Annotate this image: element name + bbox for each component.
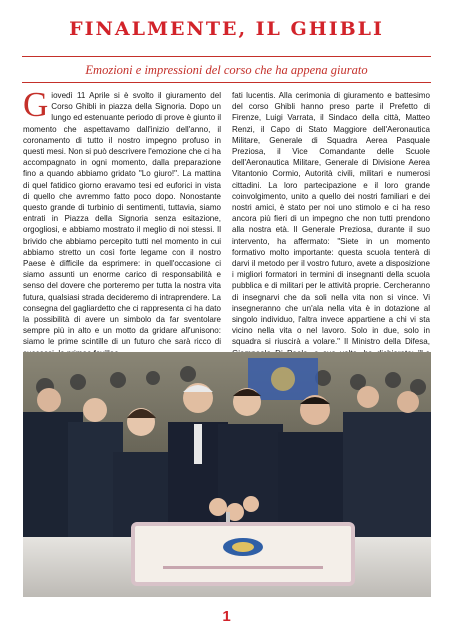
article-paragraph-left: [23, 85, 221, 359]
drop-cap: G: [23, 85, 49, 124]
article-title: FINALMENTE, IL GHIBLI: [69, 18, 384, 40]
article-subtitle: Emozioni e impressioni del corso che ha appena giurato: [85, 63, 368, 77]
ceremony-photo: [23, 352, 431, 597]
page-number: 1: [222, 608, 231, 625]
title-divider-bottom: [22, 82, 431, 83]
cadets-right: [343, 386, 431, 562]
article-text-left: iovedì 11 Aprile si è svolto il giuramento del Corso Ghibli in piazza della Signoria. Dopo un lungo ed estenuante periodo di prove è giunto il momento che aspettavamo dall'inizio dell'anno, il coronamento di tutto il nostro impegno profuso in questi mesi. Non si può descrivere l'emozione che ci ha accompagnato in ogni momento, dalla preparazione fino a quando abbiamo gridato "Lo giuro!". La mattina di quel fatidico giorno eravamo tesi ed euforici in vista di quello che avremmo fatto poco dopo. Nonostante questo grande di turbinio di sentimenti, tuttavia, siamo entrati in Piazza della Signoria senza esitazione, orgogliosi, e abbiamo mostrato il meglio di noi stessi. Il brivido che abbiamo percepito tutti nel momento in cui abbiamo stretto un così forte legame con il nostro Paese è difficile da esprimere: in quell'occasione ci siamo assunti un enorme carico di responsabilità e senso del dovere che porteremo per tutta la nostra vita futura, qualsiasi strada decideremo di intraprendere. La consegna del gagliardetto che ci rappresenta ci ha dato la possibilità di avere un simbolo da far sventolare sempre più in alto e un motto da gridare all'unisono: siamo le prime scintille di un futuro che sarà ricco di: [23, 91, 221, 347]
cake: [133, 524, 353, 584]
article-text-right: fati lucentis. Alla cerimonia di giuramento e battesimo del corso Ghibli hanno preso parte il Prefetto di Firenze, Luigi Varrata, il Sindaco della città, Matteo Renzi, il Capo di Stato Maggiore dell'Aeronautica Militare, Generale di Squadra Aerea Pasquale Preziosa, il Vice Comandante delle Scuole dell'Aeronautica Militare, Generale di Divisione Aerea Vitantonio Cormio, Autorità civili, militari e numerosi cittadini. La loro partecipazione e il loro grande coinvolgimento, unito a quello dei nostri familiari e dei nostri amici, è stato per noi uno stimolo e ci ha reso ancora più fieri di un impegno che non tutti prendono alla nostra età. Il Generale Preziosa, durante il suo intervento, ha affermato: "Siete in un momento formativo molto importante: questa scuola tenterà di darvi il metodo per il vostro futuro, avete a disposizione i migliori formatori in termini di insegnanti della scuola pubblica e di militari per le attività proprie. Cercheranno di insegnarvi che da soli nella vita non si vince. Vi insegneranno che un'ala nella vita è in dotazione al singolo individuo, l'altra invece appartiene a chi vi sta vicino nella vita o nel lavoro. Solo in due, solo in squadra si riuscirà a volare." Il Ministro della Difesa,: [232, 91, 430, 347]
article-column-left: [23, 85, 221, 359]
flag-emblem: [271, 367, 295, 391]
title-divider-top: [22, 56, 431, 57]
article-column-right: [232, 90, 430, 370]
